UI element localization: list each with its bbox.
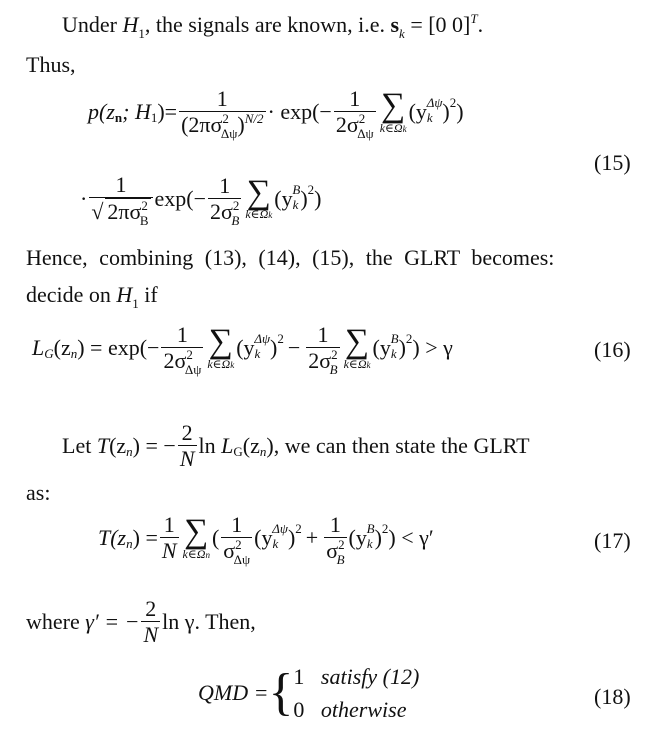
eq15-lhs: p(z: [88, 99, 115, 125]
let-L-arg: (z: [242, 433, 260, 459]
equation-15-line1: [88, 86, 464, 142]
eq16-lhs-close: ) = exp(−: [77, 335, 160, 361]
eq15-fraction1: [179, 86, 265, 142]
where-fraction: [141, 596, 160, 649]
equation-18: [198, 660, 419, 726]
signal-vector-symbol: s: [390, 12, 400, 37]
eq18-case1-condition: satisfy (12): [320, 664, 420, 689]
eq16-term1-sub: k: [254, 346, 261, 362]
eq15-term-square: 2: [449, 95, 457, 111]
eq17-summation: [182, 513, 210, 561]
let-L-close: ): [266, 433, 274, 459]
eq15-l2-close: ): [314, 185, 322, 211]
eq17-sum-limit: k∈Ω: [182, 546, 206, 561]
text-where: where: [26, 609, 80, 635]
eq16-sum1-limit-sub: k: [230, 359, 235, 370]
eq15-l2-dot: ·: [80, 185, 88, 211]
eq15-frac2-den-sup: 2: [358, 111, 366, 127]
transpose-superscript: T: [470, 11, 478, 26]
eq16-term2-close: ): [398, 335, 406, 361]
eq16-frac1-den-base: 2σ: [163, 348, 187, 374]
eq15-frac1-den-sup: 2: [222, 111, 229, 127]
sigma-icon: ∑: [344, 323, 370, 361]
as-line: as:: [26, 480, 51, 505]
eq16-frac1-den-sub: Δψ: [184, 362, 202, 378]
eq15-l2-term-sub: k: [292, 196, 299, 212]
eq16-term2-open: (y: [372, 335, 391, 361]
eq16-term1-square: 2: [277, 331, 284, 347]
eq15-sum-limit: k∈Ω: [379, 120, 403, 135]
text-decide-on: decide on: [26, 282, 111, 307]
let-L-sub: G: [233, 444, 243, 460]
eq17-fraction-N: [160, 512, 179, 565]
eq17-term2-sup: B: [366, 521, 375, 537]
let-fraction: [178, 420, 197, 473]
eq15-l2-frac1-num: 1: [115, 172, 127, 197]
eq17-term2-square: 2: [381, 521, 389, 537]
eq15-lhs-h-sub: 1: [150, 110, 158, 126]
decide-hypothesis: H: [116, 282, 133, 307]
eq15-l2-term-open: (y: [274, 185, 293, 211]
eq16-frac1-den-sup: 2: [186, 347, 193, 363]
gamma-prime-def: γ′ = −: [85, 609, 140, 635]
eq15-frac2-num: 1: [349, 86, 361, 111]
eq16-frac2-den-base: 2σ: [308, 348, 332, 374]
eq15-l2-frac2-den-base: 2σ: [210, 198, 233, 224]
let-L: L: [221, 433, 234, 459]
eq15-summation: [379, 87, 407, 135]
equation-number-16: (16): [594, 337, 631, 362]
eq18-case2-condition: otherwise: [320, 697, 407, 722]
eq16-lhs-sub: G: [44, 346, 54, 362]
eq17-term1-open: (y: [254, 525, 273, 551]
thus-line: Thus,: [26, 52, 76, 77]
eq15-lhs-h: ; H: [122, 99, 151, 125]
eq18-case2: [293, 693, 419, 726]
eq16-sum2-limit: k∈Ω: [343, 356, 367, 371]
eq15-term-open: (y: [408, 99, 427, 125]
eq15-frac1-den: [179, 111, 265, 142]
eq15-l2-term-sup: B: [292, 181, 301, 197]
eq15-exp-open: · exp(−: [267, 99, 332, 125]
eq16-sum2-limit-sub: k: [366, 359, 371, 370]
eq15-l2-sum-limit-sub: k: [268, 210, 273, 221]
intro-line: [62, 11, 484, 41]
eq15-frac1-den-left: (2πσ: [181, 112, 223, 138]
eq18-lhs: QMD =: [198, 680, 269, 705]
eq17-term1-close: ): [287, 525, 296, 551]
statistic-T-arg-sub: n: [126, 444, 133, 460]
eq17-frac2-den-sub: B: [336, 552, 345, 568]
eq15-frac1-den-sub: Δψ: [220, 126, 238, 142]
eq16-sum1-limit: k∈Ω: [207, 356, 231, 371]
eq16-frac1-den: [161, 347, 203, 378]
eq17-sum-limit-sub: n: [205, 549, 210, 560]
equation-number-17: (17): [594, 528, 631, 553]
left-brace-icon: {: [268, 664, 294, 721]
text-let: Let: [62, 433, 92, 459]
eq17-term1-sup: Δψ: [272, 521, 288, 537]
signal-vector-subscript: k: [399, 26, 405, 41]
text-signals-known: , the signals are known, i.e.: [144, 12, 385, 37]
eq17-close: ) < γ′: [388, 525, 434, 551]
eq15-term-sup: Δψ: [426, 95, 443, 111]
eq16-lhs-arg-sub: n: [70, 346, 78, 362]
eq15-lhs-close: )=: [157, 99, 178, 125]
eq17-frac2-den-sup: 2: [338, 537, 345, 553]
eq15-frac2-den: [334, 111, 376, 142]
eq15-l2-frac2-den-sup: 2: [232, 197, 240, 213]
eq18-case2-value: 0: [293, 697, 305, 722]
statistic-T-arg: (z: [109, 433, 127, 459]
text-state-glrt: , we can then state the GLRT: [273, 433, 530, 459]
eq18-case1: [293, 660, 419, 693]
eq16-term2-sup: B: [390, 331, 399, 347]
eq17-term1-square: 2: [295, 521, 302, 537]
eq17-fracN-num: 1: [163, 512, 175, 537]
eq16-fraction2: [306, 322, 339, 378]
text-then: . Then,: [194, 609, 256, 635]
where-line: [26, 596, 256, 649]
eq15-frac1-den-exp: N/2: [244, 111, 264, 127]
hypothesis-subscript: 1: [138, 26, 145, 41]
sigma-icon: ∑: [184, 513, 209, 551]
let-line: [62, 420, 530, 473]
eq16-minus: −: [287, 335, 301, 361]
eq17-lhs-sub: n: [126, 536, 133, 552]
eq17-fraction2: [324, 512, 346, 568]
eq17-frac1-num: 1: [231, 512, 243, 537]
eq15-l2-sqrt-sup: 2: [141, 198, 148, 214]
eq16-frac2-den-sup: 2: [331, 347, 338, 363]
text-if: if: [144, 282, 158, 307]
eq15-l2-exp-open: exp(−: [154, 185, 207, 211]
eq17-term2-close: ): [374, 525, 382, 551]
eq15-l2-sum-limit: k∈Ω: [245, 207, 269, 222]
eq16-lhs: L: [32, 335, 45, 361]
eq15-frac2-den-base: 2σ: [335, 112, 359, 138]
period: .: [477, 12, 484, 37]
eq15-close: ): [456, 99, 464, 125]
eq15-l2-summation: [245, 173, 273, 222]
eq17-fraction1: [221, 512, 252, 568]
eq17-frac1-den: [221, 537, 252, 568]
eq17-term2-open: (y: [348, 525, 367, 551]
eq15-l2-sqrt-body: 2πσ: [107, 199, 142, 225]
sigma-icon: ∑: [208, 323, 233, 361]
eq17-fracN-den: N: [161, 538, 177, 564]
decide-hypothesis-sub: 1: [132, 296, 139, 311]
eq17-frac1-den-sup: 2: [235, 537, 242, 553]
eq15-l2-fraction1: [89, 172, 152, 229]
let-ln: ln: [198, 433, 216, 459]
statistic-T: T: [96, 433, 110, 459]
sigma-icon: ∑: [381, 87, 406, 125]
eq15-l2-frac2-num: 1: [219, 172, 231, 198]
eq15-l2-frac1-den: [89, 197, 152, 229]
where-ln-gamma: ln γ: [162, 609, 195, 635]
text-under: Under: [62, 12, 117, 37]
eq15-l2-sqrt-sub: B: [139, 213, 149, 229]
eq17-lhs-close: ) =: [132, 525, 158, 551]
eq17-frac2-den-base: σ: [326, 538, 339, 564]
eq16-fraction1: [161, 322, 203, 378]
where-frac-num: 2: [145, 596, 157, 621]
eq16-frac1-num: 1: [176, 322, 188, 347]
hence-line: Hence, combining (13), (14), (15), the GLRT becomes:: [26, 245, 555, 270]
eq17-frac1-den-base: σ: [223, 538, 236, 564]
let-equals: ) = −: [132, 433, 176, 459]
eq16-close: ) > γ: [412, 335, 453, 361]
eq15-frac1-den-right: ): [237, 112, 245, 138]
eq15-lhs-sub: n: [114, 110, 123, 126]
decide-line: [26, 282, 158, 311]
eq18-case1-value: 1: [293, 664, 305, 689]
eq17-open: (: [211, 525, 220, 551]
eq15-l2-frac2-den: [208, 197, 241, 228]
eq18-cases: [293, 660, 419, 726]
eq16-term1-sup: Δψ: [254, 331, 271, 347]
eq16-lhs-arg: (z: [53, 335, 71, 361]
eq16-frac2-den-sub: B: [329, 362, 338, 378]
eq17-term2-sub: k: [366, 536, 373, 552]
eq16-term1-close: ): [270, 335, 278, 361]
eq15-l2-fraction2: [208, 173, 241, 226]
let-frac-den: N: [179, 446, 195, 472]
eq15-sum-limit-sub: k: [402, 123, 407, 134]
sigma-icon: ∑: [246, 173, 271, 211]
eq16-term2-square: 2: [405, 331, 413, 347]
where-frac-den: N: [143, 622, 159, 648]
let-frac-num: 2: [181, 420, 193, 445]
eq15-frac2-den-sub: Δψ: [357, 126, 374, 142]
eq15-l2-term-square: 2: [307, 181, 315, 197]
eq15-frac1-num: 1: [216, 86, 228, 111]
let-L-arg-sub: n: [259, 444, 267, 460]
equation-16: [32, 322, 453, 378]
eq15-fraction2: [334, 86, 376, 142]
eq17-frac2-den: [324, 537, 346, 568]
eq15-term-close: ): [442, 99, 450, 125]
eq15-l2-frac2-den-sub: B: [231, 212, 240, 228]
eq17-frac1-den-sub: Δψ: [233, 552, 251, 568]
eq16-term1-open: (y: [236, 335, 255, 361]
eq17-plus: +: [305, 525, 319, 551]
eq17-term1-sub: k: [272, 536, 279, 552]
eq16-term2-sub: k: [390, 346, 397, 362]
eq17-frac2-num: 1: [329, 512, 341, 537]
eq15-term-sub: k: [426, 110, 433, 126]
eq17-lhs: T(z: [98, 525, 127, 551]
eq16-frac2-den: [306, 347, 339, 378]
eq16-frac2-num: 1: [317, 322, 329, 347]
equation-15-line2: [80, 172, 322, 229]
sqrt-icon: √: [91, 199, 104, 225]
equation-17: [98, 512, 434, 568]
eq16-summation2: [343, 323, 371, 371]
hypothesis-symbol: H: [122, 12, 139, 37]
eq16-summation1: [207, 323, 235, 371]
eq15-l2-term-close: ): [300, 185, 308, 211]
equation-number-18: (18): [594, 684, 631, 709]
signal-vector-value: = [0 0]: [410, 12, 471, 37]
equation-number-15: (15): [594, 150, 631, 175]
